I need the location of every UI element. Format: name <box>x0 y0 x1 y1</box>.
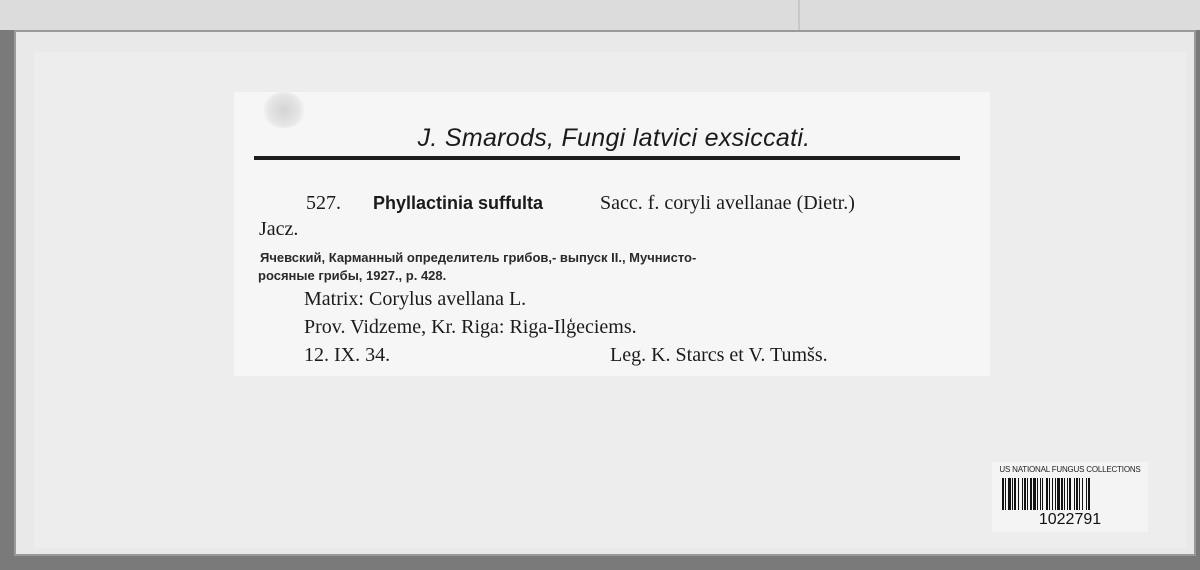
barcode-collection-name: US NATIONAL FUNGUS COLLECTIONS <box>999 465 1141 474</box>
reference-line-1: Ячевский, Карманный определитель грибов,- выпуск II., Мучнисто- <box>260 250 697 265</box>
top-background-band <box>0 0 1200 30</box>
label-header: J. Smarods, Fungi latvici exsiccati. <box>417 124 811 152</box>
header-rule <box>254 156 960 160</box>
barcode-label <box>992 462 1148 532</box>
barcode-icon <box>1002 478 1138 510</box>
locality-line: Prov. Vidzeme, Kr. Riga: Riga-Ilģeciems. <box>304 316 637 338</box>
taxon-name: Phyllactinia suffulta <box>373 193 544 213</box>
matrix-line: Matrix: Corylus avellana L. <box>304 288 527 310</box>
taxon-authority: Sacc. f. coryli avellanae (Dietr.) <box>600 192 855 214</box>
specimen-number: 527. <box>306 192 341 214</box>
paper-seam <box>798 0 800 30</box>
reference-line-2: росяные грибы, 1927., p. 428. <box>258 268 447 283</box>
collectors: Leg. K. Starcs et V. Tumšs. <box>610 344 828 366</box>
collection-date: 12. IX. 34. <box>304 344 391 366</box>
taxon-author-continued: Jacz. <box>259 218 299 240</box>
barcode-number: 1022791 <box>1038 511 1102 528</box>
paper-stain <box>262 92 306 128</box>
